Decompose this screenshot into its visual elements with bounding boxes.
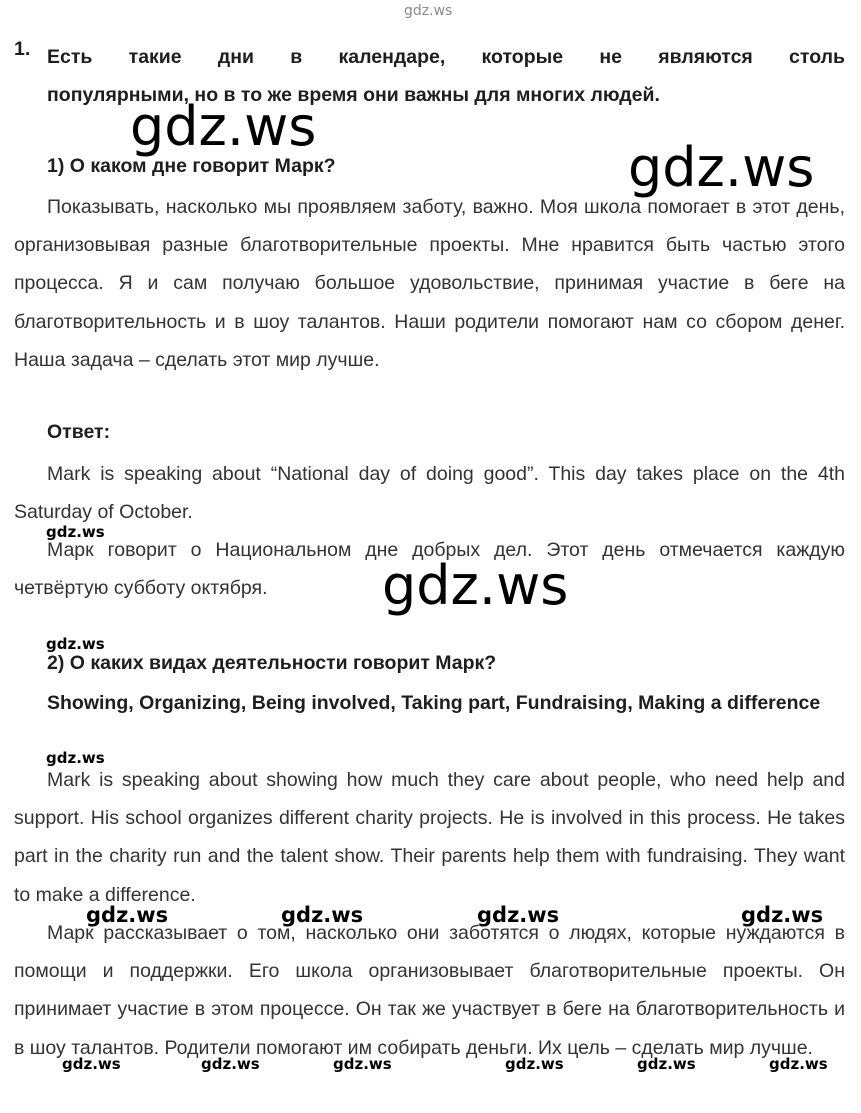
- watermark-top: gdz.ws: [404, 3, 453, 19]
- watermark-small: gdz.ws: [333, 1055, 392, 1073]
- question-1-answer-russian: Марк говорит о Национальном дне добрых дел. Этот день отмечается каждую четвёртую субботу октября.: [14, 539, 845, 600]
- watermark-small: gdz.ws: [62, 1055, 121, 1073]
- watermark-medium: gdz.ws: [86, 903, 169, 927]
- watermark-large: gdz.ws: [130, 95, 317, 158]
- question-2-answer-english: Mark is speaking about showing how much they care about people, who need help and support. His school organizes different charity projects. He is involved in this process. He takes part in the charity run and the talent show. Their parents help them with fundraising. They want to make a difference.: [14, 769, 845, 906]
- watermark-small: gdz.ws: [201, 1055, 260, 1073]
- watermark-small: gdz.ws: [46, 523, 105, 541]
- watermark-small: gdz.ws: [46, 635, 105, 653]
- task-text-line1: Есть такие дни в календаре, которые не являются столь: [47, 46, 845, 68]
- question-2-activities: Showing, Organizing, Being involved, Taking part, Fundraising, Making a difference: [47, 692, 821, 714]
- task-number: 1.: [14, 38, 31, 60]
- answer-label: Ответ:: [47, 421, 111, 443]
- watermark-large: gdz.ws: [382, 554, 569, 617]
- watermark-medium: gdz.ws: [741, 903, 824, 927]
- watermark-large: gdz.ws: [628, 136, 815, 199]
- question-2-heading: 2) О каких видах деятельности говорит Марк?: [47, 652, 497, 674]
- watermark-small: gdz.ws: [637, 1055, 696, 1073]
- watermark-medium: gdz.ws: [477, 903, 560, 927]
- watermark-medium: gdz.ws: [281, 903, 364, 927]
- question-1-heading: 1) О каком дне говорит Марк?: [47, 155, 336, 177]
- watermark-small: gdz.ws: [46, 749, 105, 767]
- watermark-small: gdz.ws: [769, 1055, 828, 1073]
- watermark-small: gdz.ws: [505, 1055, 564, 1073]
- question-2-answer-russian: Марк рассказывает о том, насколько они заботятся о людях, которые нуждаются в помощи и поддержки. Его школа организовывает благотворительные проекты. Он принимает участие в этом процессе. Он так же участвует в беге на благотворительность и в шоу талантов. Родители помогают им собирать деньги. Их цель – сделать мир лучше.: [14, 922, 845, 1059]
- task-text-line2: популярными, но в то же время они важны для многих людей.: [47, 84, 660, 106]
- question-1-answer-english: Mark is speaking about “National day of doing good”. This day takes place on the 4th Saturday of October.: [14, 463, 845, 524]
- question-1-russian-text: Показывать, насколько мы проявляем заботу, важно. Моя школа помогает в этот день, организовывая разные благотворительные проекты. Мне нравится быть частью этого процесса. Я и сам получаю большое удовольствие, принимая участие в беге на благотворительность и в шоу талантов. Наши родители помогают нам со сбором денег. Наша задача – сделать этот мир лучше.: [14, 196, 845, 371]
